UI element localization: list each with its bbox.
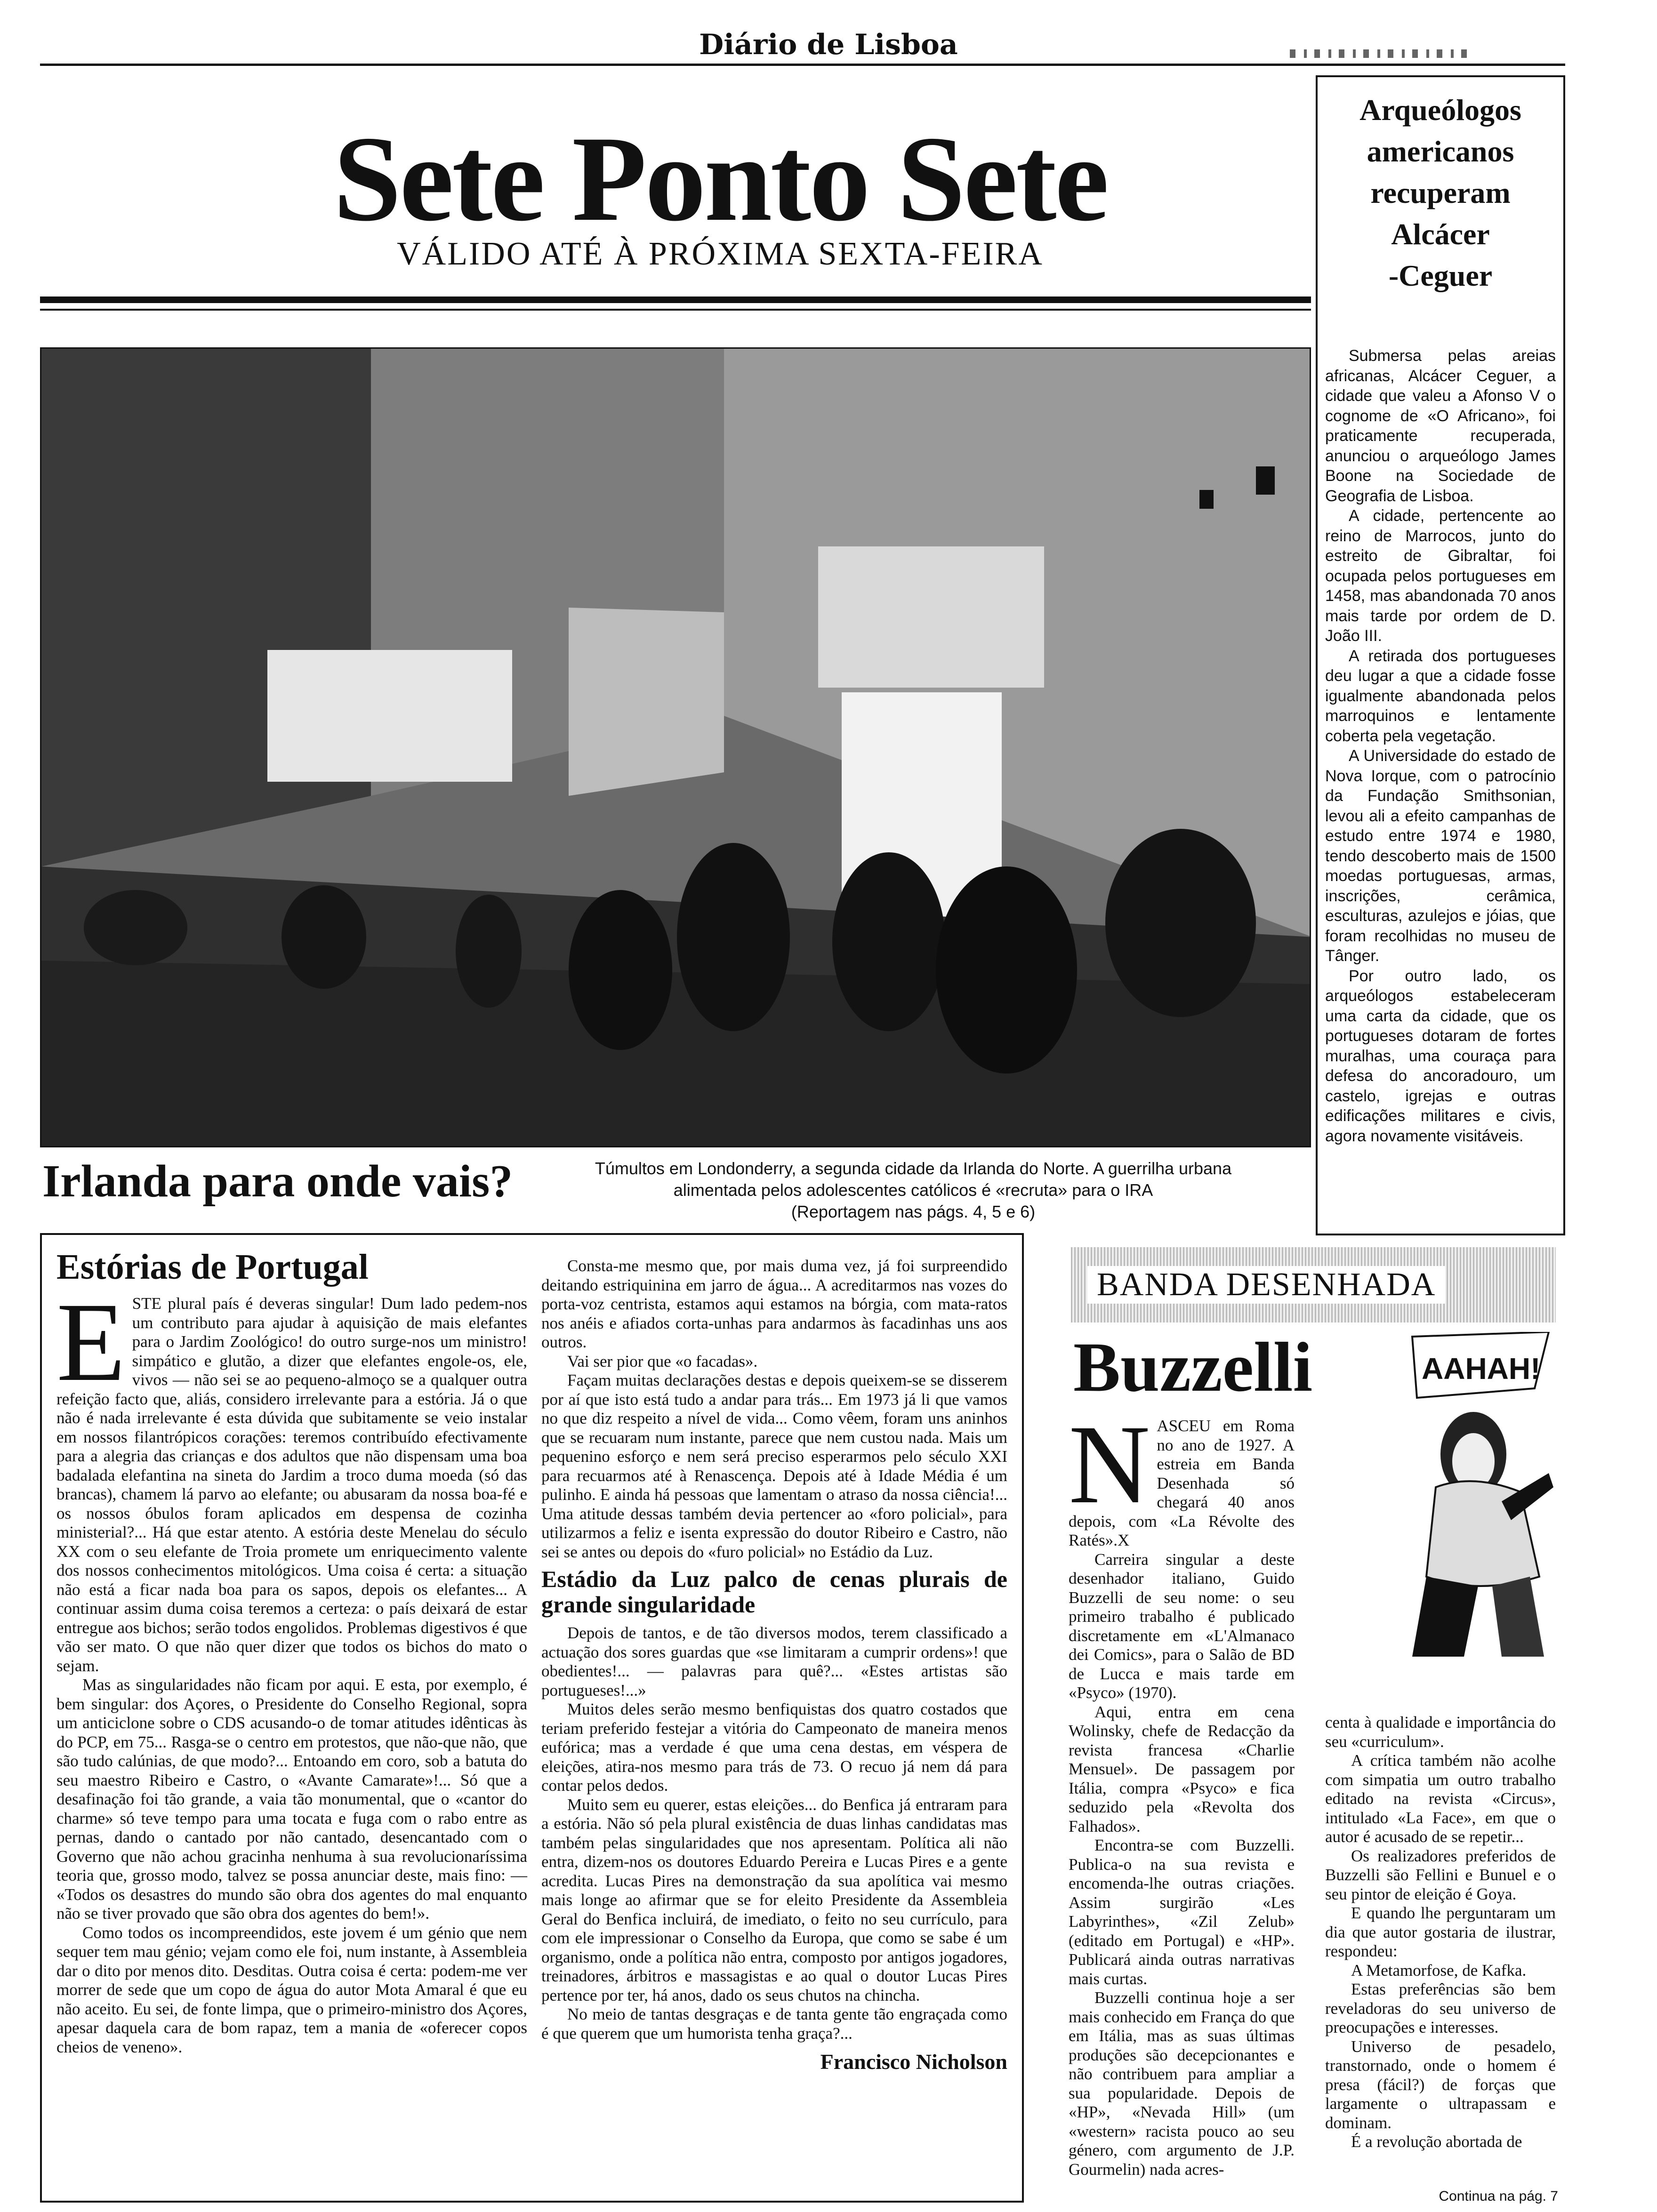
buzzelli-paragraph: Os realizadores preferidos de Buzzelli são Fellini e Bunuel e o seu pintor de eleição é Goya. bbox=[1325, 1846, 1556, 1903]
sidebar-title-line: americanos bbox=[1367, 135, 1514, 168]
riot-scene-image bbox=[41, 349, 1311, 1147]
buzzelli-paragraph: A Metamorfose, de Kafka. bbox=[1351, 1961, 1527, 1980]
banda-label: BANDA DESENHADA bbox=[1087, 1266, 1445, 1304]
estorias-paragraph: Muito sem eu querer, estas eleições... do Benfica já entraram para a estória. Não só pela plural existência de duas linhas candidatas mas também pelas singularidades que nos apresentam. Política ali não entra, dizem-nos os doutores Eduardo Pereira e Lucas Pires e a gente acredita. Lucas Pires na demonstração da sua apolítica vai mesmo mais longe ao afirmar que se for eleito Presidente da Assembleia Geral do Benfica incluirá, de imediato, o feito no seu currículo, para com ele impressionar o Conselho da Europa, que como se sabe é um organismo, onde a política não entra, composto por antigos jogadores, treinadores, árbitros e massagistas e ao qual o doutor Lucas Pires pertence por ter, há anos, dado os seus chutos na chincha. bbox=[541, 1795, 1007, 2004]
buzzelli-paragraph: centa à qualidade e importância do seu «curriculum». bbox=[1325, 1713, 1556, 1751]
drop-cap: E bbox=[56, 1279, 126, 1404]
buzzelli-paragraph: Carreira singular a deste desenhador italiano, Guido Buzzelli de seu nome: o seu primeiro trabalho é publicado discretamente em «L'Almanaco dei Comics», para o Salão de BD de Lucca e mais tarde em «Psyco» (1970). bbox=[1069, 1550, 1295, 1702]
buzzelli-text: ASCEU em Roma no ano de 1927. A estreia em Banda Desenhada só chegará 40 anos depois, com «La Révolte des Ratés».X bbox=[1069, 1417, 1295, 1549]
estorias-paragraph: No meio de tantas desgraças e de tanta gente tão engraçada como é que querem que um humorista tenha graça?... bbox=[541, 2005, 1007, 2043]
subheadline: VÁLIDO ATÉ À PRÓXIMA SEXTA-FEIRA bbox=[397, 236, 1044, 272]
estorias-paragraph: Depois de tantos, e de tão diversos modos, terem classificado a actuação dos sores guardas que «se limitaram a cumprir ordens»! que obedientes!... — palavras para quê?... «Estes artistas são portugueses!...» bbox=[541, 1624, 1007, 1699]
sidebar-body bbox=[1325, 346, 1556, 1146]
estorias-paragraph: Vai ser pior que «o facadas». bbox=[567, 1352, 758, 1370]
caption-line: Túmultos em Londonderry, a segunda cidade da Irlanda do Norte. A guerrilha urbana bbox=[595, 1159, 1232, 1178]
drop-cap: N bbox=[1069, 1402, 1150, 1527]
buzzelli-paragraph: Encontra-se com Buzzelli. Publica-o na sua revista e encomenda-lhe outras criações. Assim surgirão «Les Labyrinthes», «Zil Zelub» (editado em Portugal) e «HP». Publicará ainda outras narrativas mais curtas. bbox=[1069, 1836, 1295, 1988]
header-fragment bbox=[1290, 49, 1469, 58]
estorias-paragraph: Muitos deles serão mesmo benfiquistas dos quatro costados que teriam preferido festejar a vitória do Campeonato de maneira menos eufórica; mas a verdade é que uma cena destas, em véspera de eleições, atira-nos mesmo para trás de 73. O recuo já nem dá para contar pelos dedos. bbox=[541, 1700, 1007, 1795]
byline: Francisco Nicholson bbox=[820, 2050, 1007, 2074]
sidebar-title-line: recuperam bbox=[1370, 176, 1511, 209]
sidebar-paragraph: Por outro lado, os arqueólogos estabeleceram uma carta da cidade, que os portugueses dotaram de fortes muralhas, uma couraça para defesa do ancoradouro, um castelo, igrejas e outras edificações militares e civis, agora novamente visitáveis. bbox=[1325, 967, 1556, 1145]
news-photo bbox=[40, 347, 1311, 1147]
buzzelli-paragraph: Estas preferências são bem reveladoras do seu universo de preocupações e interesses. bbox=[1325, 1980, 1556, 2036]
photo-heading: Irlanda para onde vais? bbox=[42, 1156, 513, 1207]
estorias-paragraph: Como todos os incompreendidos, este jovem é um génio que nem sequer tem mau génio; vejam como ele foi, num instante, à Assembleia dar o dito por menos dito. Desditas. Outra coisa é certa: podem-me ver morrer de sede que um copo de água do autor Mota Amaral é que eu não aceito. Eu sei, de fonte limpa, que o primeiro-ministro dos Açores, apesar daquela cara de bom rapaz, tem a mania de «oferecer copos cheios de veneno». bbox=[56, 1923, 527, 2056]
sidebar-title-line: Alcácer bbox=[1391, 217, 1490, 251]
estorias-text: STE plural país é deveras singular! Dum lado pedem-nos um contributo para ajudar à aquisição de mais elefantes para o Jardim Zoológico! do outro surge-nos um ministro! simpático e glutão, a dizer que elefantes engole-os, ele, vivos — não sei se ao pequeno-almoço se a qualquer outra refeição facto que, aliás, considero irrelevante para a estória. Já o que não é nada irrelevante é esta dúvida que subitamente se veio instalar em nossos filantrópicos corações: teremos contribuído efectivamente para a alegria das crianças e dos adultos que não dispensam uma boa badalada elefantina na sineta do Jardim a troco duma moeda (só das brancas), chamem lá parvo ao elefante; ou abusaram da nossa boa-fé e os nossos óbulos foram aplicados em despensa de cozinha ministerial?... Há que estar atento. A estória deste Menelau do século XX com o seu elefante de Troia promete um enriquecimento valente dos nossos conhecimentos mitológicos. Uma coisa é certa: a situação não está a ficar nada boa para os sapos, depois os elefantes... A continuar assim duma coisa teremos a certeza: o país deixará de estar entregue aos bichos; serão todos engolidos. Problemas digestivos é que vão ser mato. O que não quer dizer que todos os bichos do mato o sejam. bbox=[56, 1294, 527, 1675]
photo-caption bbox=[537, 1158, 1290, 1223]
estorias-subheading: Estádio da Luz palco de cenas plurais de grande singularidade bbox=[541, 1566, 1007, 1618]
comic-sound-text: AAHAH! bbox=[1422, 1352, 1541, 1386]
caption-line: (Reportagem nas págs. 4, 5 e 6) bbox=[791, 1202, 1036, 1221]
buzzelli-paragraph: Universo de pesadelo, transtornado, onde o homem é presa (fácil?) de forças que largamente o ultrapassam e dominam. bbox=[1325, 2037, 1556, 2132]
buzzelli-column-2 bbox=[1325, 1713, 1556, 2152]
headline-rule-thick bbox=[40, 297, 1311, 303]
sidebar-title-line: Arqueólogos bbox=[1359, 93, 1521, 127]
buzzelli-paragraph: Buzzelli continua hoje a ser mais conhecido em França do que em Itália, mas as suas últimas produções são decepcionantes e não contribuem para ampliar a sua popularidade. Depois de «HP», «Nevada Hill» (um «western» racista pouco ao seu género, com argumento de J.P. Gourmelin) nada acres- bbox=[1069, 1988, 1295, 2179]
estorias-column-2 bbox=[541, 1257, 1007, 2072]
estorias-paragraph: Façam muitas declarações destas e depois queixem-se se disserem por aí que isto está tudo a andar para trás... Em 1973 já li que vamos no que diz respeito a nível de vida... Como vêem, foram uns aninhos que se recuaram num instante, parece que nem custou nada. Mais um pequenino esforço e nem será preciso esperarmos pelo século XXI para recuarmos até à Renascença. Depois até à Idade Média é um pulinho. E ainda há pessoas que lamentam o atraso da nossa ciência!... Uma atitude dessas também devia pertencer ao «foro policial», para utilizarmos a feliz e isenta expressão do doutor Ribeiro e Castro, não sei se antes ou depois do «furo policial» no Estádio da Luz. bbox=[541, 1371, 1007, 1561]
comic-drawing bbox=[1408, 1332, 1558, 1661]
buzzelli-column-1 bbox=[1069, 1402, 1295, 2179]
buzzelli-paragraph: A crítica também não acolhe com simpatia um outro trabalho editado na revista «Circus», intitulado «La Face», em que o autor é acusado de se repetir... bbox=[1325, 1751, 1556, 1846]
buzzelli-paragraph bbox=[1069, 1402, 1295, 1550]
estorias-column-1 bbox=[56, 1279, 527, 2057]
buzzelli-paragraph: É a revolução abortada de bbox=[1351, 2132, 1522, 2151]
caption-line: alimentada pelos adolescentes católicos é «recruta» para o IRA bbox=[673, 1180, 1153, 1200]
sidebar-title-line: -Ceguer bbox=[1388, 259, 1493, 292]
buzzelli-title: Buzzelli bbox=[1073, 1328, 1313, 1406]
top-rule bbox=[40, 64, 1565, 66]
buzzelli-paragraph: Aqui, entra em cena Wolinsky, chefe de Redacção da revista francesa «Charlie Mensuel». De passagem por Itália, compra «Psyco» e fica seduzido pela «Revolta dos Falhados». bbox=[1069, 1702, 1295, 1835]
sidebar-title bbox=[1323, 89, 1558, 297]
buzzelli-paragraph: E quando lhe perguntaram um dia que autor gostaria de ilustrar, respondeu: bbox=[1325, 1904, 1556, 1960]
sidebar-paragraph: A cidade, pertencente ao reino de Marrocos, junto do estreito de Gibraltar, foi ocupada pelos portugueses em 1458, mas abandonada 70 anos mais tarde por ordem de D. João III. bbox=[1325, 507, 1556, 645]
headline: Sete Ponto Sete bbox=[333, 111, 1107, 247]
sidebar-paragraph: A Universidade do estado de Nova Iorque, com o patrocínio da Fundação Smithsonian, levou ali a efeito campanhas de estudo entre 1974 e 1980, tendo descoberto mais de 1500 moedas portuguesas, armas, inscrições, cerâmica, esculturas, azulejos e jóias, que foram recolhidas no museu de Tânger. bbox=[1325, 747, 1556, 965]
headline-rule-thin bbox=[40, 309, 1311, 311]
comic-illustration bbox=[1408, 1332, 1558, 1661]
estorias-paragraph: Consta-me mesmo que, por mais duma vez, já foi surpreendido deitando estriquinina em jarro de água... A acreditarmos nas vozes do porta-voz centrista, estamos aqui estamos na bórgia, com mata-ratos nos anéis e afiados corta-unhas para andarmos às facadinhas uns aos outros. bbox=[541, 1257, 1007, 1351]
masthead: Diário de Lisboa bbox=[699, 28, 958, 61]
sidebar-paragraph: Submersa pelas areias africanas, Alcácer Ceguer, a cidade que valeu a Afonso V o cognome de «O Africano», foi praticamente recuperada, anunciou o arqueólogo James Boone na Sociedade de Geografia de Lisboa. bbox=[1325, 347, 1556, 505]
estorias-title: Estórias de Portugal bbox=[56, 1247, 369, 1287]
estorias-paragraph bbox=[56, 1279, 527, 1675]
sidebar-paragraph: A retirada dos portugueses deu lugar a que a cidade fosse igualmente abandonada pelos marroquinos e lentamente coberta pela vegetação. bbox=[1325, 647, 1556, 745]
continued-note: Continua na pág. 7 bbox=[1439, 2188, 1558, 2204]
estorias-paragraph: Mas as singularidades não ficam por aqui. E esta, por exemplo, é bem singular: dos Açores, o Presidente do Conselho Regional, sopra um anticiclone sobre o CDS acusando-o de tomar atitudes idênticas às do PCP, em 75... Rasga-se o centro em protestos, que não-que não, que são tudo calúnias, de que modo?... Entoando em coro, sob a batuta do seu maestro Ribeiro e Castro, o «Avante Camarate»!... Só que a desafinação foi tão grande, a vaia tão monumental, que o «cantor do charme» só teve tempo para uma tocata e fuga com o rabo entre as pernas, dando o cantado por não cantado, desencantado com o Governo que não achou gracinha nenhuma à sua revolucionaríssima teoria que, grosso modo, talvez se possa anunciar deste, mais fino: — «Todos os desastres do mundo são obra dos agentes do mal enquanto não se tiver provado que são obra dos agentes do bem!». bbox=[56, 1675, 527, 1923]
